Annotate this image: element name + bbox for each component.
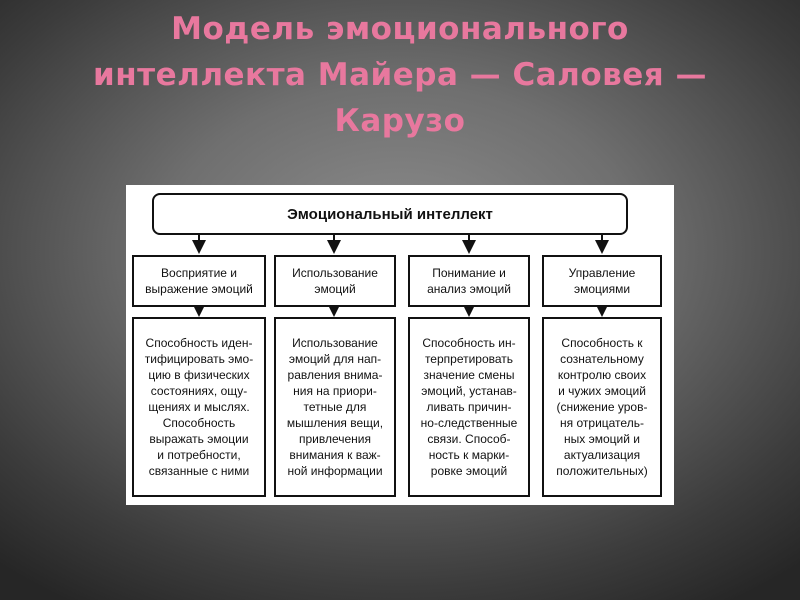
branch-4-description: Способность к сознательному контролю своих и чужих эмоций (снижение уров- ня отрицатель- ных эмоций и актуализация положительных) <box>556 336 648 478</box>
branch-1-box <box>132 255 266 307</box>
branch-2-label: Использование эмоций <box>292 266 378 296</box>
branch-4-label: Управление эмоциями <box>568 266 636 296</box>
ei-model-diagram <box>126 185 674 505</box>
branch-4-description-box <box>542 317 662 497</box>
slide-title-line-2: интеллекта Майера — Саловея — <box>92 57 707 93</box>
branch-3-box <box>408 255 530 307</box>
slide-title <box>30 6 770 144</box>
branch-2-description: Использование эмоций для нап- равления внима- ния на приори- тетные для мышления вещи, привлечения внимания к важ- ной информации <box>286 336 384 478</box>
branch-3-description-box <box>408 317 530 497</box>
branch-3-description: Способность ин- терпретировать значение смены эмоций, устанав- ливать причин- но-следственные связи. Способ- ность к марки- ровке эмоций <box>420 336 518 478</box>
branch-1-description-box <box>132 317 266 497</box>
branch-1-description: Способность иден- тифицировать эмо- цию в физических состояниях, ощу- щениях и мыслях. Способность выражать эмоции и потребности, связанные с ними <box>144 336 254 478</box>
branch-3-label: Понимание и анализ эмоций <box>427 266 511 296</box>
branch-2-description-box <box>274 317 396 497</box>
branch-4-box <box>542 255 662 307</box>
slide-title-line-3: Карузо <box>334 103 466 139</box>
branch-2-box <box>274 255 396 307</box>
branch-1-label: Восприятие и выражение эмоций <box>145 266 253 296</box>
root-node <box>152 193 628 235</box>
root-node-label: Эмоциональный интеллект <box>287 205 493 223</box>
slide-title-line-1: Модель эмоционального <box>171 11 629 47</box>
